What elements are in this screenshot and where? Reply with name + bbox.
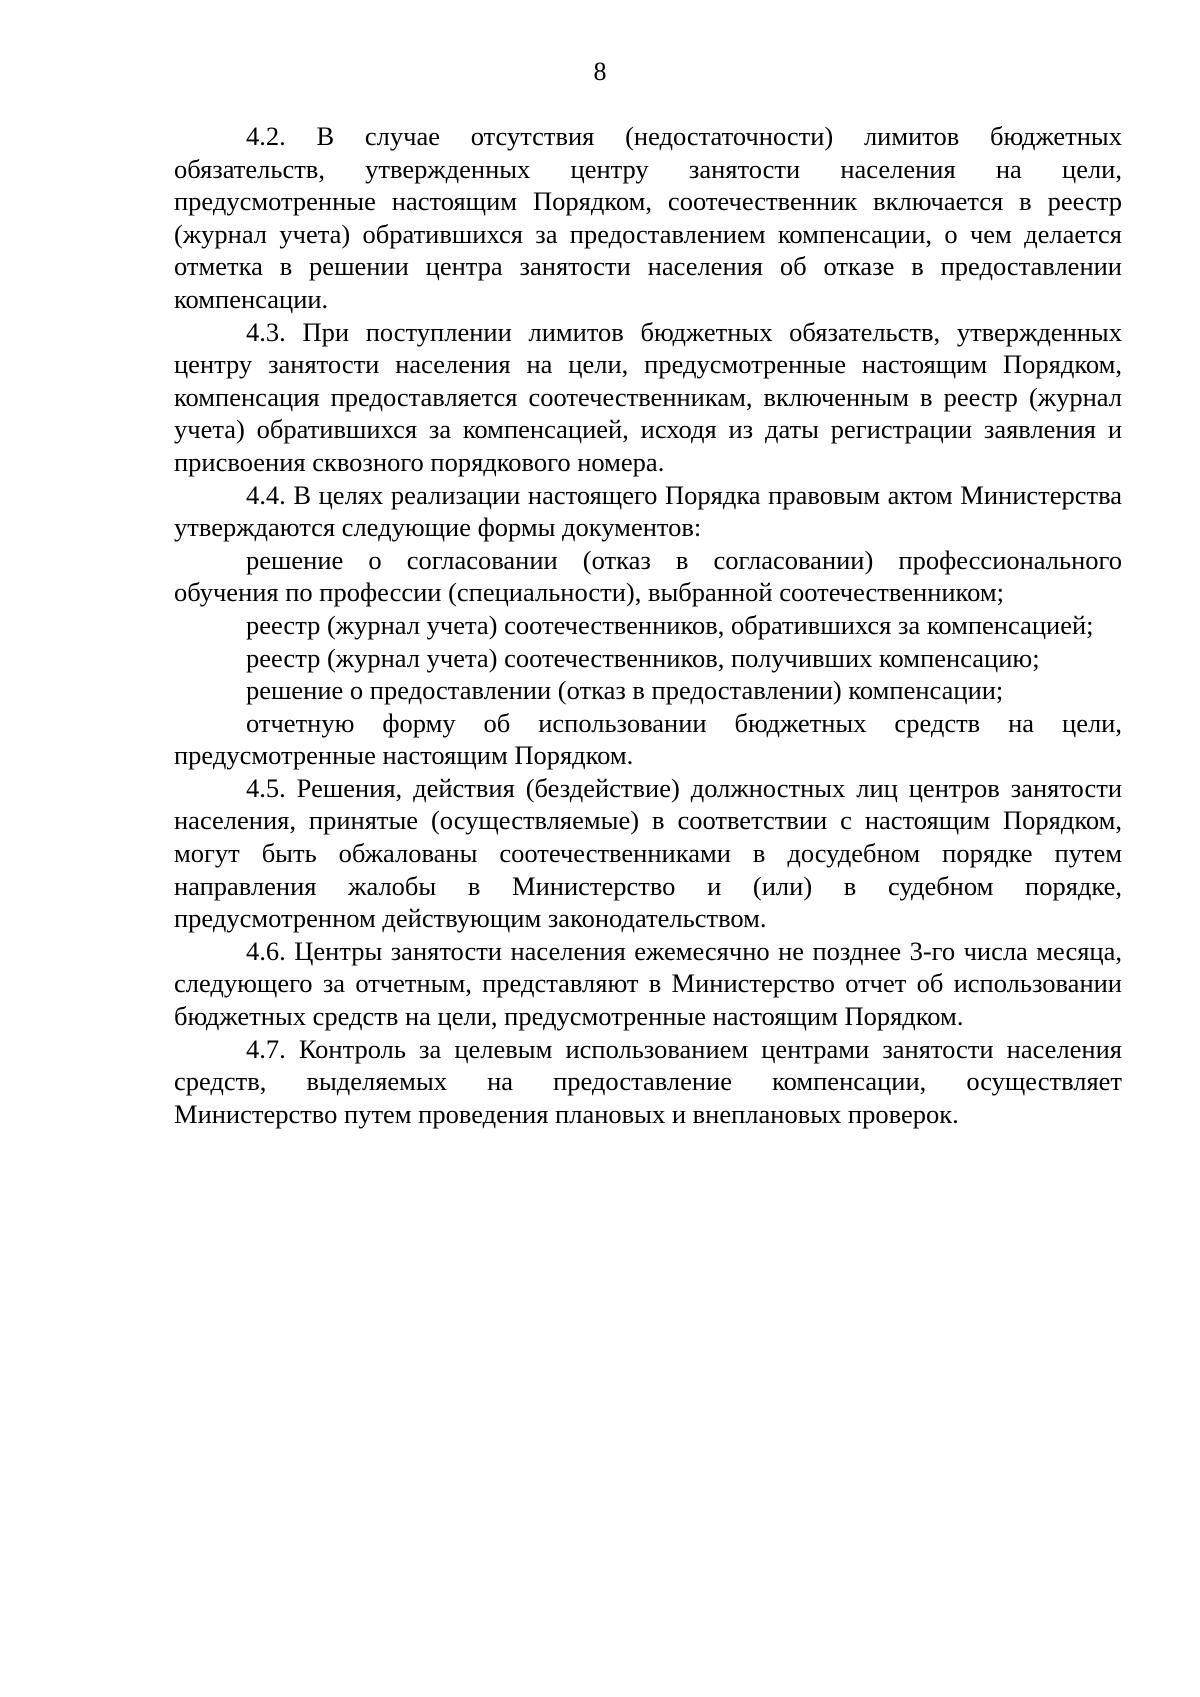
document-body [174,120,1122,1130]
form-list-item: отчетную форму об использовании бюджетных средств на цели, предусмотренные настоящим Порядком. [174,707,1122,771]
paragraph-4-5: 4.5. Решения, действия (бездействие) должностных лиц центров занятости населения, принятые (осуществляемые) в соответствии с настоящим Порядком, могут быть обжалованы соотечественниками в досудебном порядке путем направления жалобы в Министерство и (или) в судебном порядке, предусмотренном действующим законодательством. [174,772,1122,934]
form-list-item: решение о предоставлении (отказ в предоставлении) компенсации; [246,675,1004,706]
form-list-item: реестр (журнал учета) соотечественников, обратившихся за компенсацией; [246,609,1094,640]
paragraph-4-4: 4.4. В целях реализации настоящего Порядка правовым актом Министерства утверждаются следующие формы документов: [174,479,1122,543]
form-list-item: решение о согласовании (отказ в согласовании) профессионального обучения по профессии (специальности), выбранной соотечественником; [174,544,1122,608]
paragraph-4-3: 4.3. При поступлении лимитов бюджетных обязательств, утвержденных центру занятости населения на цели, предусмотренные настоящим Порядком, компенсация предоставляется соотечественникам, включенным в реестр (журнал учета) обратившихся за компенсацией, исходя из даты регистрации заявления и присвоения сквозного порядкового номера. [174,316,1122,477]
paragraph-4-2: 4.2. В случае отсутствия (недостаточности) лимитов бюджетных обязательств, утвержденных центру занятости населения на цели, предусмотренные настоящим Порядком, соотечественник включается в реестр (журнал учета) обратившихся за предоставлением компенсации, о чем делается отметка в решении центра занятости населения об отказе в предоставлении компенсации. [174,121,1122,314]
page-number: 8 [593,57,607,86]
form-list-item: реестр (журнал учета) соотечественников, получивших компенсацию; [246,642,1040,673]
paragraph-4-7: 4.7. Контроль за целевым использованием центрами занятости населения средств, выделяемых на предоставление компенсации, осуществляет Министерство путем проведения плановых и внеплановых проверок. [174,1033,1122,1129]
paragraph-4-6: 4.6. Центры занятости населения ежемесячно не позднее 3-го числа месяца, следующего за отчетным, представляют в Министерство отчет об использовании бюджетных средств на цели, предусмотренные настоящим Порядком. [174,935,1122,1032]
